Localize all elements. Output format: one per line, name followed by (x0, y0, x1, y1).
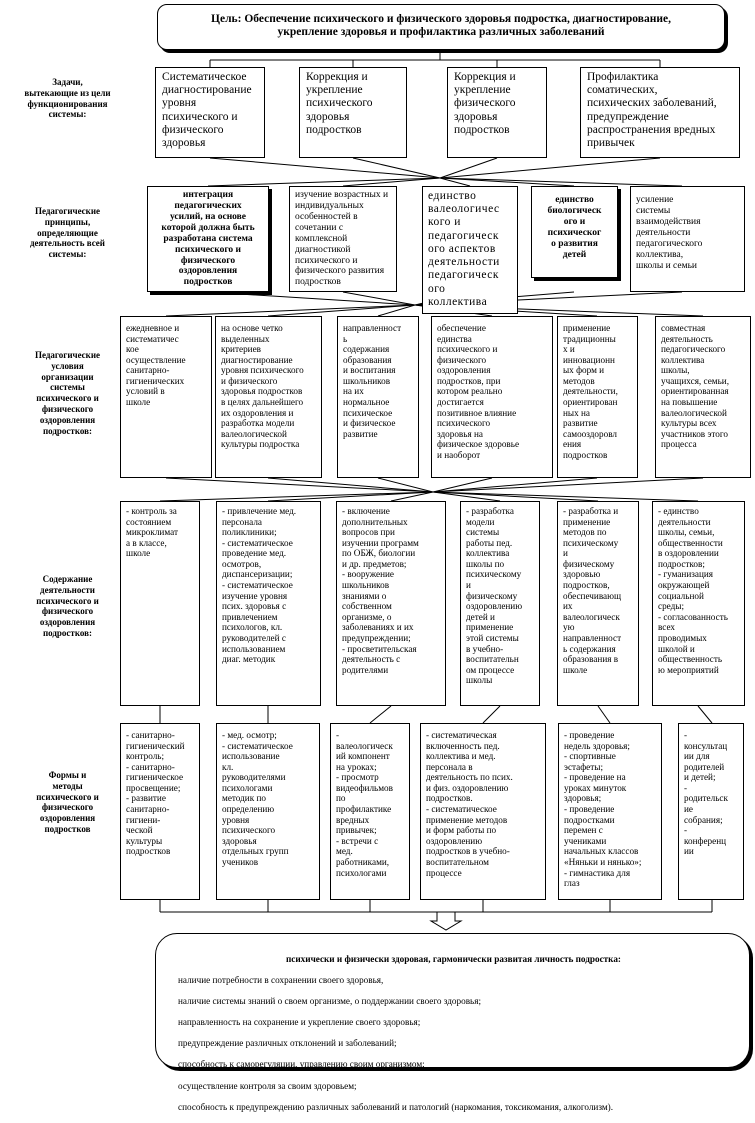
down-arrow-icon (431, 912, 461, 930)
condition-box: обеспечение единства психического и физического оздоровления подростков, при котором реально достигается позитивное влияние психического здоровья на физическое здоровье и наоборот (431, 316, 553, 478)
content-box: - разработка и применение методов по психическому и физическому здоровью подростков, обеспечивающ их валеологическ ую направленност ь содержания образования в школе (557, 501, 639, 706)
content-box: - контроль за состоянием микроклимат а в классе, школе (120, 501, 200, 706)
principle-box: единство валеологичес кого и педагогическ ого аспектов деятельности педагогическ ого коллектива (422, 186, 518, 314)
principle-box: изучение возрастных и индивидуальных особенностей в сочетании с комплексной диагностикой психического и физического развития подростков (289, 186, 397, 292)
principle-box: усиление системы взаимодействия деятельности педагогического коллектива, школы и семьи (630, 186, 745, 292)
form-box: - мед. осмотр; - систематическое использование кл. руководителями психологами методик по определению уровня психического здоровья отдельных групп учеников (216, 723, 320, 900)
content-box: - разработка модели системы работы пед. коллектива школы по психическому и физическому оздоровлению детей и применение этой системы в учебно- воспитательн ом процессе школы (460, 501, 540, 706)
content-box: - включение дополнительных вопросов при изучении программ по ОБЖ, биологии и др. предметов; - вооружение школьников знаниями о собственном организме, о заболеваниях и их предупреждении; - просветительская деятельность с родителями (336, 501, 446, 706)
form-box: - валеологическ ий компонент на уроках; - просмотр видеофильмов по профилактике вредных привычек; - встречи с мед. работниками, психологами (330, 723, 410, 900)
principle-box: единство биологическ ого и психическог о развития детей (531, 186, 618, 278)
label-principles: Педагогические принципы, определяющие деятельность всей системы: (29, 206, 105, 260)
result-line: способность к саморегуляции, управлению своим организмом; (178, 1059, 425, 1070)
content-box: - единство деятельности школы, семьи, общественности в оздоровлении подростков; - гуманизация окружающей социальной среды; - согласованность всех проводимых школой и общественность ю мероприятий (652, 501, 745, 706)
label-tasks: Задачи, вытекающие из цели функционирования системы: (24, 77, 111, 120)
result-line: предупреждение различных отклонений и заболеваний; (178, 1038, 397, 1049)
result-box (155, 933, 750, 1112)
condition-box: на основе четко выделенных критериев диагностирование уровня психического и физического здоровья подростков в целях дальнейшего их оздоровления и разработка модели валеологической культуры подростка (215, 316, 322, 478)
condition-box: применение традиционны х и инновационн ых форм и методов деятельности, ориентирован ных на развитие самооздоровл ения подростков (557, 316, 638, 478)
result-line: наличие системы знаний о своем организме, о поддержании своего здоровья; (178, 995, 482, 1006)
form-box: - проведение недель здоровья; - спортивные эстафеты; - проведение на уроках минуток здоровья; - проведение подростками перемен с учениками начальных классов «Няньки и нянько»; - гимнастика для глаз (558, 723, 662, 900)
task-box: Коррекция и укрепление психического здоровья подростков (299, 67, 407, 158)
result-line: наличие потребности в сохранении своего здоровья, (178, 974, 384, 985)
label-conditions: Педагогические условия организации системы психического и физического оздоровления подростков: (34, 350, 101, 436)
goal-box: Цель: Обеспечение психического и физического здоровья подростка, диагностирование, укрепление здоровья и профилактика различных заболеваний (157, 4, 725, 50)
condition-box: совместная деятельность педагогического коллектива школы, учащихся, семьи, ориентированная на повышение валеологической культуры всех участников этого процесса (655, 316, 751, 478)
result-line: способность к предупреждению различных заболеваний и патологий (наркомания, токсикомания, алкоголизм). (178, 1101, 614, 1112)
form-box: - консультац ии для родителей и детей; - родительск ие собрания; - конференц ии (678, 723, 744, 900)
form-box: - санитарно- гигиенический контроль; - санитарно- гигиеническое просвещение; - развитие санитарно- гигиени- ческой культуры подростков (120, 723, 200, 900)
label-content: Содержание деятельности психического и физического оздоровления подростков: (36, 574, 99, 638)
task-box: Профилактика соматических, психических заболеваний, предупреждение распространения вредных привычек (580, 67, 740, 158)
result-line: осуществление контроля за своим здоровьем; (178, 1080, 357, 1091)
condition-box: ежедневное и систематичес кое осуществление санитарно- гигиенических условий в школе (120, 316, 212, 478)
principle-box: интеграция педагогических усилий, на основе которой должна быть разработана система психического и физического оздоровления подростков (147, 186, 269, 292)
result-title: психически и физически здоровая, гармонически развитая личность подростка: (286, 953, 621, 964)
condition-box: направленност ь содержания образования и воспитания школьников на их нормальное психическое и физическое развитие (337, 316, 419, 478)
task-box: Систематическое диагностирование уровня психического и физического здоровья (155, 67, 265, 158)
result-line: направленность на сохранение и укрепление своего здоровья; (178, 1017, 421, 1028)
content-box: - привлечение мед. персонала поликлиники; - систематическое проведение мед. осмотров, диспансеризации; - систематическое изучение уровня псих. здоровья с привлечением психологов, кл. руководителей с использованием диаг. методик (216, 501, 321, 706)
form-box: - систематическая включенность пед. коллектива и мед. персонала в деятельность по псих. и физ. оздоровлению подростков. - систематическое применение методов и форм работы по оздоровлению подростков в учебно- воспитательном процессе (420, 723, 546, 900)
task-box: Коррекция и укрепление физического здоровья подростков (447, 67, 547, 158)
label-forms: Формы и методы психического и физического оздоровления подростков (36, 770, 99, 834)
